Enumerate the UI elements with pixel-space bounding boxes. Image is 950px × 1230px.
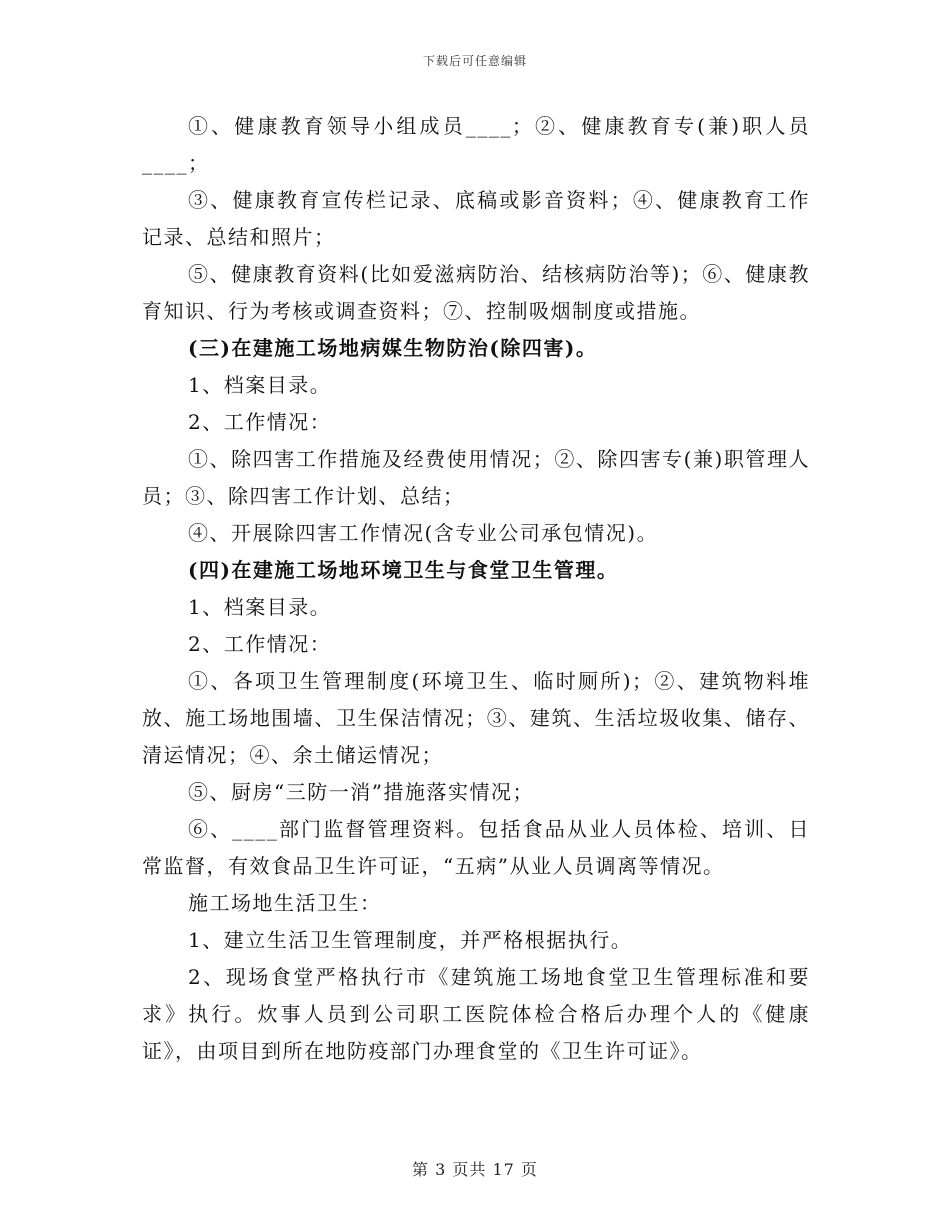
paragraph-6: 2、工作情况： bbox=[188, 410, 332, 434]
page-header: 下载后可任意编辑 bbox=[422, 54, 527, 68]
paragraph-7: ①、除四害工作措施及经费使用情况；②、除四害专(兼)职管理人员；③、除四害工作计划、总结； bbox=[142, 447, 810, 508]
document-body bbox=[142, 108, 810, 1070]
paragraph-8: ④、开展除四害工作情况(含专业公司承包情况)。 bbox=[188, 521, 659, 545]
paragraph-5: 1、档案目录。 bbox=[188, 373, 332, 397]
paragraph-2: ③、健康教育宣传栏记录、底稿或影音资料；④、健康教育工作记录、总结和照片； bbox=[142, 188, 810, 249]
paragraph-15: 施工场地生活卫生： bbox=[188, 891, 382, 915]
paragraph-13: ⑤、厨房“三防一消”措施落实情况； bbox=[188, 780, 534, 804]
paragraph-12: ①、各项卫生管理制度(环境卫生、临时厕所)；②、建筑物料堆放、施工场地围墙、卫生保洁情况；③、建筑、生活垃圾收集、储存、清运情况；④、余土储运情况； bbox=[142, 669, 810, 767]
paragraph-11: 2、工作情况： bbox=[188, 632, 332, 656]
paragraph-16: 1、建立生活卫生管理制度，并严格根据执行。 bbox=[188, 928, 633, 952]
page-footer: 第 3 页共 17 页 bbox=[412, 1160, 538, 1179]
paragraph-14: ⑥、____部门监督管理资料。包括食品从业人员体检、培训、日常监督，有效食品卫生许可证，“五病”从业人员调离等情况。 bbox=[142, 817, 810, 878]
paragraph-1: ①、健康教育领导小组成员____；②、健康教育专(兼)职人员____； bbox=[142, 114, 810, 175]
paragraph-17: 2、现场食堂严格执行市《建筑施工场地食堂卫生管理标准和要求》执行。炊事人员到公司职工医院体检合格后办理个人的《健康证》，由项目到所在地防疫部门办理食堂的《卫生许可证》。 bbox=[142, 965, 810, 1063]
section-heading-3: (三)在建施工场地病媒生物防治(除四害)。 bbox=[188, 336, 598, 360]
paragraph-3: ⑤、健康教育资料(比如爱滋病防治、结核病防治等)；⑥、健康教育知识、行为考核或调查资料；⑦、控制吸烟制度或措施。 bbox=[142, 262, 810, 323]
section-heading-4: (四)在建施工场地环境卫生与食堂卫生管理。 bbox=[188, 558, 619, 582]
paragraph-10: 1、档案目录。 bbox=[188, 595, 332, 619]
